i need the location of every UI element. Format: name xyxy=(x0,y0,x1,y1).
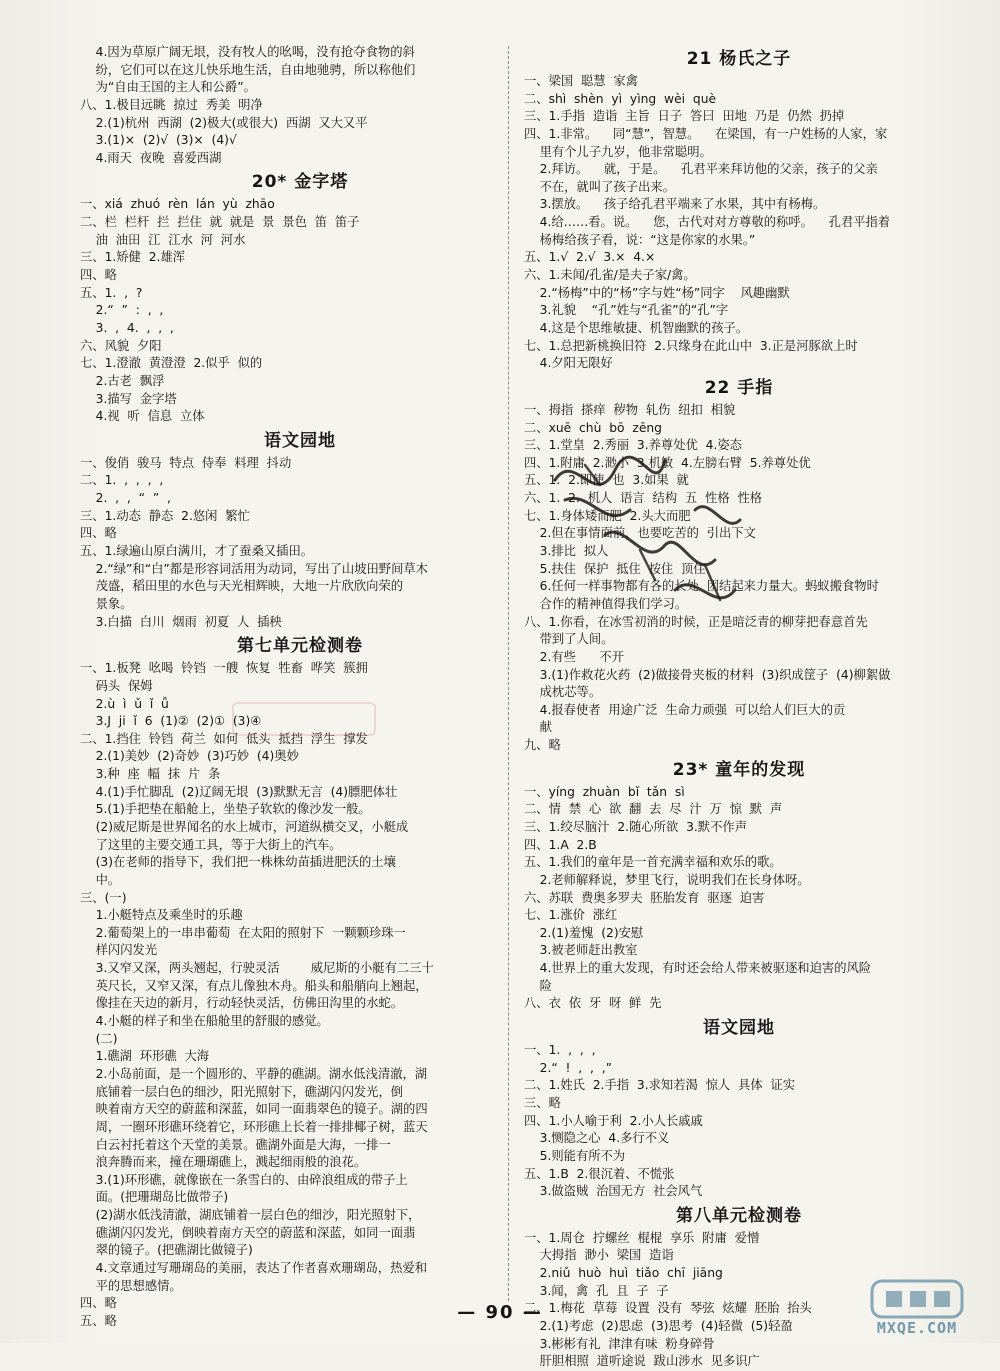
answer-line: 映着南方天空的蔚蓝和深蓝，如同一面翡翠色的镜子。湖的四 xyxy=(80,1102,428,1117)
answer-line: 一、yíng zhuàn bǐ tǎn sì xyxy=(524,784,685,799)
answer-line: 2.葡萄架上的一串串葡萄 在太阳的照射下 一颗颗珍珠一 xyxy=(80,925,406,940)
answer-line: 3.摆放。 孩子给孔君平端来了水果，其中有杨梅。 xyxy=(524,197,826,212)
answer-line: 九、略 xyxy=(524,738,561,753)
answer-line: 翠的镜子。(把礁湖比做镜子) xyxy=(80,1243,253,1258)
answer-line: 油 油田 江 江水 河 河水 xyxy=(80,232,246,247)
answer-line: 五、1.B 2.很沉着、不慌张 xyxy=(524,1166,675,1181)
answer-line: 四、略 xyxy=(80,526,117,541)
answer-line: 四、1.小人喻于利 2.小人长戚戚 xyxy=(524,1113,703,1128)
answer-line: 二、情 禁 心 欲 翻 去 尽 汁 万 惊 默 声 xyxy=(524,802,783,817)
answer-line: 为“自由王国的主人和公爵”。 xyxy=(80,80,256,95)
answer-line: 里有个儿子九岁，他非常聪明。 xyxy=(524,144,712,159)
answer-line: (3)在老师的指导下，我们把一株株幼苗插进肥沃的土壤 xyxy=(80,855,396,870)
answer-line: 五、1.√ 2.√ 3.× 4.× xyxy=(524,250,656,265)
answer-line: 一、拇指 搽痒 秽物 轧伤 纽扣 相貌 xyxy=(524,402,736,417)
answer-line: 礁湖闪闪发光，倒映着南方天空的蔚蓝和深蓝，如同一面翡 xyxy=(80,1225,416,1240)
answer-line: 2.(1)羞愧 (2)安慰 xyxy=(524,925,644,940)
answer-line: 底铺着一层白色的细沙，阳光照射下，礁湖闪闪发光，倒 xyxy=(80,1084,404,1099)
answer-line: 2.ù ì ǔ ǐ ǚ xyxy=(80,696,169,711)
answer-line: 3.又窄又深，两头翘起，行驶灵活 威尼斯的小艇有二三十 xyxy=(80,961,434,976)
answer-line: 4.这是个思维敏捷、机智幽默的孩子。 xyxy=(524,320,749,335)
faint-stamp-mark xyxy=(232,702,376,736)
answer-line: 3.礼貌 “孔”姓与“孔雀”的“孔”字 xyxy=(524,303,729,318)
answer-line: 三、1.动态 静态 2.悠闲 繁忙 xyxy=(80,508,250,523)
answer-line: 三、1.矫健 2.雄浑 xyxy=(80,250,186,265)
answer-line: 一、1.板凳 吆喝 铃铛 一艘 恢复 牲畜 哗笑 簇拥 xyxy=(80,661,368,676)
answer-line: 一、俊俏 骏马 特点 侍奉 料理 抖动 xyxy=(80,455,292,470)
answer-line: 面。(把珊瑚岛比做带子) xyxy=(80,1190,229,1205)
answer-line: 五、1.绿遍山原白满川，才了蚕桑又插田。 xyxy=(80,544,314,559)
answer-line: 六、风貌 夕阳 xyxy=(80,338,162,353)
answer-line: 2.拜访。 就，于是。 孔君平来拜访他的父亲，孩子的父亲 xyxy=(524,162,878,177)
answer-line: 八、衣 依 牙 呀 鲜 先 xyxy=(524,996,662,1011)
answer-line: 3.(1)× (2)√ (3)× (4)√ xyxy=(80,133,237,148)
answer-line: 平的思想感情。 xyxy=(80,1278,182,1293)
answer-line: 4.视 听 信息 立体 xyxy=(80,409,205,424)
answer-line: 样闪闪发光 xyxy=(80,943,158,958)
answer-line: 3.排比 拟人 xyxy=(524,544,609,559)
answer-line: 三、略 xyxy=(524,1095,561,1110)
answer-line: 4.报春使者 用途广泛 生命力顽强 可以给人们巨大的贡 xyxy=(524,702,846,717)
answer-line: 3.彬彬有礼 津津有味 粉身碎骨 xyxy=(524,1336,715,1351)
answer-line: (二) xyxy=(80,1031,118,1046)
answer-line: 一、1.周仓 拧螺丝 棍棍 享乐 附庸 爱憎 xyxy=(524,1230,760,1245)
answer-line: 八、1.你看，在冰雪初消的时候，正是暗泛青的柳芽把春意首先 xyxy=(524,614,868,629)
answer-line: 3.种 座 幅 抹 片 条 xyxy=(80,767,221,782)
answer-line: 二、1.姓氏 2.手指 3.求知若渴 惊人 具体 证实 xyxy=(524,1078,796,1093)
answer-line: 三、1.手指 造诣 主旨 日子 答曰 田地 乃是 仍然 扔掉 xyxy=(524,109,845,124)
answer-line: 4.因为草原广阔无垠，没有牧人的吆喝，没有抢夺食物的斜 xyxy=(80,45,415,59)
answer-line: 大拇指 渺小 梁国 造诣 xyxy=(524,1248,674,1263)
answer-line: 二、1.挡住 铃铛 荷兰 如何 低头 抵挡 浮生 撑发 xyxy=(80,731,368,746)
answer-line: 4.夕阳无限好 xyxy=(524,356,613,371)
answer-line: 2.有些 不开 xyxy=(524,649,625,664)
answer-line: 六、苏联 费奥多罗夫 胚胎发育 驱逐 迫害 xyxy=(524,890,765,905)
answer-line: 四、1.非常。 同“慧”，智慧。 在梁国，有一户姓杨的人家，家 xyxy=(524,126,888,141)
answer-line: 带到了人间。 xyxy=(524,632,614,647)
answer-line: 4.世界上的重大发现，有时还会给人带来被驱逐和迫害的风险 xyxy=(524,961,872,976)
answer-line: 茂盛，稻田里的水色与天光相辉映，大地一片欣欣向荣的 xyxy=(80,579,404,594)
answer-line: 3.被老师赶出教室 xyxy=(524,943,638,958)
answer-line: 4.雨天 夜晚 喜爱西湖 xyxy=(80,150,222,165)
answer-line: 纷，它们可以在这儿快乐地生活，自由地驰骋，所以称他们 xyxy=(80,62,416,77)
answer-line: 三、1.绞尽脑汁 2.随心所欲 3.默不作声 xyxy=(524,819,747,834)
answer-line: 二、1. , , , , xyxy=(80,473,164,488)
answer-line: 三、(一) xyxy=(80,890,127,905)
answer-line: 2.“ ! , , ,” xyxy=(524,1060,613,1075)
answer-line: 码头 保姆 xyxy=(80,678,153,693)
answer-line: 1.礁湖 环形礁 大海 xyxy=(80,1049,210,1064)
section-heading: 23* 童年的发现 xyxy=(672,759,806,780)
answer-line: 2.小岛前面，是一个圆形的、平静的礁湖。湖水低浅清澈，湖 xyxy=(80,1066,428,1081)
answer-line: 4.文章通过写珊瑚岛的美丽，表达了作者喜欢珊瑚岛，热爱和 xyxy=(80,1261,428,1275)
answer-line: 5.扶住 保护 抵住 按住 顶住 xyxy=(524,561,706,576)
answer-line: 四、略 xyxy=(80,1296,117,1311)
answer-line: 五、1. , ? xyxy=(80,285,143,300)
answer-line: 2. , , “ ” , xyxy=(80,491,171,506)
answer-line: 五、略 xyxy=(80,1313,117,1328)
column-divider xyxy=(508,46,509,1301)
answer-line: 二、栏 栏杆 拦 拦住 就 就是 景 景色 笛 笛子 xyxy=(80,215,360,230)
answer-line: 四、1.A 2.B xyxy=(524,837,597,852)
answer-line: 2.老师解释说，梦里飞行，说明我们在长身体呀。 xyxy=(524,872,810,887)
answer-line: 2.(1)考虑 (2)思虑 (3)思考 (4)轻微 (5)轻盈 xyxy=(524,1319,793,1333)
answer-line: 4.小艇的样子和坐在船舱里的舒服的感觉。 xyxy=(80,1014,329,1029)
answer-line: 四、略 xyxy=(80,268,117,283)
answer-line: 3. , 4. , , , xyxy=(80,320,174,335)
answer-line: 肝胆相照 道听途说 跋山涉水 见多识广 xyxy=(524,1354,760,1369)
answer-line: 二、shì shèn yì yìng wèi què xyxy=(524,91,717,106)
section-heading: 22 手指 xyxy=(704,377,774,398)
answer-line: 七、1.涨价 涨红 xyxy=(524,908,618,923)
answer-line: 献 xyxy=(524,720,552,735)
answer-line: 景象。 xyxy=(80,596,133,611)
right-column xyxy=(524,44,954,1371)
answer-line: 中。 xyxy=(80,872,121,887)
answer-line: 了这里的主要交通工具，等于大街上的汽车。 xyxy=(80,837,342,852)
answer-line: 七、1.澄澈 黄澄澄 2.似乎 似的 xyxy=(80,356,263,371)
answer-line: 一、1. , , , xyxy=(524,1043,596,1058)
answer-line: 2.(1)美妙 (2)奇妙 (3)巧妙 (4)奥妙 xyxy=(80,749,299,764)
answer-line: 3.描写 金字塔 xyxy=(80,391,177,406)
answer-line: 杨梅给孩子看，说：“这是你家的水果。” xyxy=(524,232,756,247)
answer-line: 八、1.极目远眺 掠过 秀美 明净 xyxy=(80,97,263,112)
watermark-text: MXQE.COM xyxy=(876,1319,958,1337)
section-heading: 语文园地 xyxy=(703,1018,775,1039)
section-heading: 语文园地 xyxy=(264,430,336,451)
answer-line: 险 xyxy=(524,978,552,993)
section-heading: 20* 金字塔 xyxy=(251,172,349,193)
answer-line: 三、1.堂皇 2.秀丽 3.养尊处优 4.姿态 xyxy=(524,438,742,453)
answer-line: 成枕芯等。 xyxy=(524,685,602,700)
page-number: — 90 — xyxy=(457,1302,543,1323)
section-heading: 21 杨氏之子 xyxy=(686,49,792,69)
answer-line: 5.则能有所不为 xyxy=(524,1148,626,1163)
answer-line: 2.“ ” : , , xyxy=(80,303,164,318)
answer-line: (2)湖水低浅清澈，湖底铺着一层白色的细沙，阳光照射下， xyxy=(80,1208,421,1223)
answer-line: 六、1. 2. 机人 语言 结构 五 性格 性格 xyxy=(524,491,763,506)
answer-line: 3.(1)环形礁，就像嵌在一条雪白的、由碎浪组成的带子上 xyxy=(80,1172,408,1187)
answer-line: 2.古老 飘浮 xyxy=(80,373,165,388)
answer-line: 3.恻隐之心 4.多行不义 xyxy=(524,1131,670,1146)
answer-line: 四、1.附庸 2.渺小 3.机敏 4.左膀右臂 5.养尊处优 xyxy=(524,455,811,470)
answer-line: 3.(1)作救花火药 (2)做接骨夹板的材料 (3)织成筐子 (4)柳絮做 xyxy=(524,667,891,682)
answer-line: 5.(1)手把垫在船舱上，坐垫子软软的像沙发一般。 xyxy=(80,802,371,817)
answer-line: 2.“绿”和“白”都是形容词活用为动词，写出了山坡田野间草木 xyxy=(80,561,428,576)
answer-line: 七、1.身体矮而肥 2.头大而肥 xyxy=(524,508,691,523)
answer-line: 4.给……看。说。 您，古代对对方尊敬的称呼。 孔君平指着 xyxy=(524,215,891,230)
answer-line: 3.做盗贼 治国无方 社会风气 xyxy=(524,1184,703,1199)
answer-line: 2.(1)杭州 西湖 (2)极大(或很大) 西湖 又大又平 xyxy=(80,115,368,130)
answer-line: 周，一圈环形礁环绕着它，环形礁上长着一排排椰子树，蓝天 xyxy=(80,1119,428,1134)
answer-line: 七、1.总把新桃换旧符 2.只缘身在此山中 3.正是河豚欲上时 xyxy=(524,338,858,353)
answer-line: 白云衬托着这个天堂的美景。礁湖外面是大海，一排一 xyxy=(80,1137,391,1152)
answer-line: 2.“杨梅”中的“杨”字与姓“杨”同字 风趣幽默 xyxy=(524,285,790,300)
answer-line: 合作的精神值得我们学习。 xyxy=(524,596,688,611)
answer-line: 1.小艇特点及乘坐时的乐趣 xyxy=(80,908,243,923)
answer-line: 2.但在事情面前，也要吃苦的 引出下文 xyxy=(524,526,756,541)
left-column xyxy=(80,44,520,1331)
answer-line: 4.(1)手忙脚乱 (2)辽阔无垠 (3)默默无言 (4)膘肥体壮 xyxy=(80,784,398,799)
section-heading: 第八单元检测卷 xyxy=(676,1205,802,1226)
answer-line: 6.任何一样事物都有各的长处 团结起来力量大。蚂蚁搬食物时 xyxy=(524,579,879,594)
section-heading: 第七单元检测卷 xyxy=(237,636,363,657)
answer-line: 不在，就叫了孩子出来。 xyxy=(524,179,675,194)
answer-line: 一、梁国 聪慧 家禽 xyxy=(524,74,639,88)
answer-line: 二、1.梅花 草莓 设置 没有 琴弦 炫耀 胚胎 抬头 xyxy=(524,1301,812,1316)
answer-line: (2)威尼斯是世界闻名的水上城市，河道纵横交叉，小艇成 xyxy=(80,819,409,834)
answer-line: 2.niǔ huò huì tiǎo chī jiāng xyxy=(524,1266,723,1281)
answer-line: 英尺长，又窄又深，有点儿像独木舟。船头和船艄向上翘起， xyxy=(80,978,428,993)
answer-line: 六、1.未闻/孔雀/是夫子家/禽。 xyxy=(524,268,696,283)
answer-line: 3.闻，禽 孔 且 子 子 xyxy=(524,1283,669,1298)
answer-line: 3.白描 白川 烟雨 初夏 人 插秧 xyxy=(80,614,282,629)
answer-line: 五、1.我们的童年是一首充满幸福和欢乐的歌。 xyxy=(524,855,782,870)
answer-line: 浪奔腾而来，撞在珊瑚礁上，溅起细雨般的浪花。 xyxy=(80,1155,367,1170)
answer-line: 3.J ji ǐ 6 (1)② (2)① (3)④ xyxy=(80,714,262,729)
answer-line: 五、1. 2.即使 也 3.如果 就 xyxy=(524,473,689,488)
answer-line: 一、xiá zhuó rèn lán yù zhāo xyxy=(80,197,275,212)
answer-line: 像挂在天边的新月，行动轻快灵活，仿佛田沟里的水蛇。 xyxy=(80,996,404,1011)
answer-line: 二、xuē chù bō zēng xyxy=(524,420,662,435)
